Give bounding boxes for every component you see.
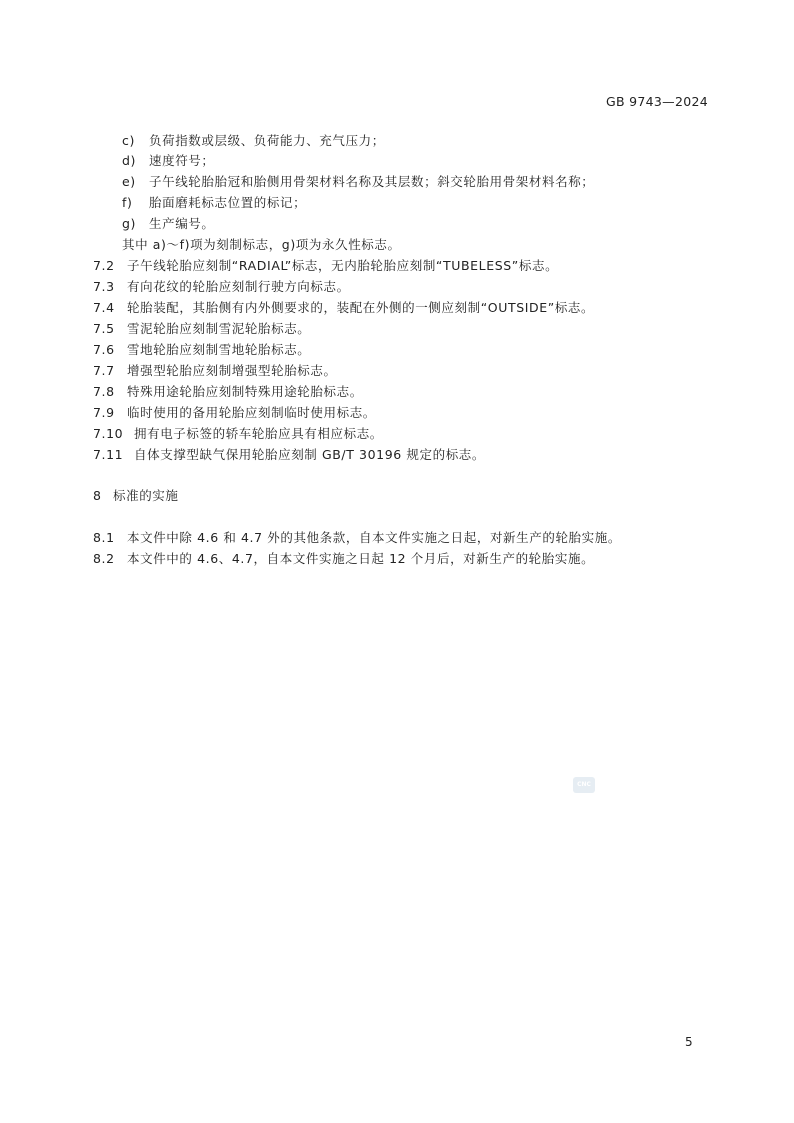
clause-7-11 bbox=[93, 447, 485, 463]
list-label: c) bbox=[122, 133, 135, 148]
list-label: d) bbox=[122, 153, 137, 168]
clause-text: 拥有电子标签的轿车轮胎应具有相应标志。 bbox=[134, 426, 383, 441]
page-number: 5 bbox=[685, 1035, 693, 1049]
clause-number: 7.10 bbox=[93, 426, 124, 441]
clause-number: 7.5 bbox=[93, 321, 115, 336]
clause-text: 有向花纹的轮胎应刻制行驶方向标志。 bbox=[127, 279, 350, 294]
list-text: 生产编号。 bbox=[149, 216, 215, 231]
clause-number: 7.6 bbox=[93, 342, 115, 357]
clause-8-2 bbox=[93, 551, 594, 567]
clause-text: 子午线轮胎应刻制“RADIAL”标志，无内胎轮胎应刻制“TUBELESS”标志。 bbox=[127, 258, 559, 273]
clause-text: 自体支撑型缺气保用轮胎应刻制 GB/T 30196 规定的标志。 bbox=[134, 447, 485, 462]
clause-text: 本文件中的 4.6、4.7，自本文件实施之日起 12 个月后，对新生产的轮胎实施。 bbox=[127, 551, 595, 566]
clause-text: 增强型轮胎应刻制增强型轮胎标志。 bbox=[127, 363, 337, 378]
clause-7-10 bbox=[93, 426, 383, 442]
clause-text: 雪地轮胎应刻制雪地轮胎标志。 bbox=[127, 342, 311, 357]
standard-code: GB 9743—2024 bbox=[606, 94, 708, 109]
clause-7-6 bbox=[93, 342, 310, 358]
clause-7-7 bbox=[93, 363, 337, 379]
list-item-c bbox=[122, 133, 385, 149]
clause-7-8 bbox=[93, 384, 363, 400]
clause-number: 7.2 bbox=[93, 258, 115, 273]
list-text: 负荷指数或层级、负荷能力、充气压力； bbox=[149, 133, 385, 148]
section-heading bbox=[93, 488, 179, 504]
clause-number: 7.4 bbox=[93, 300, 115, 315]
clause-7-2 bbox=[93, 258, 558, 274]
list-label: g) bbox=[122, 216, 137, 231]
list-label: e) bbox=[122, 174, 136, 189]
list-item-f bbox=[122, 195, 306, 211]
clause-number: 7.7 bbox=[93, 363, 115, 378]
clause-text: 特殊用途轮胎应刻制特殊用途轮胎标志。 bbox=[127, 384, 363, 399]
clause-note: 其中 a)～f)项为刻制标志，g)项为永久性标志。 bbox=[122, 237, 401, 252]
list-item-e bbox=[122, 174, 594, 190]
clause-7-9 bbox=[93, 405, 376, 421]
list-text: 胎面磨耗标志位置的标记； bbox=[149, 195, 307, 210]
clause-number: 8.1 bbox=[93, 530, 115, 545]
clause-number: 7.11 bbox=[93, 447, 124, 462]
clause-text: 雪泥轮胎应刻制雪泥轮胎标志。 bbox=[127, 321, 311, 336]
list-text: 速度符号； bbox=[149, 153, 215, 168]
section-title: 标准的实施 bbox=[113, 488, 179, 503]
clause-text: 本文件中除 4.6 和 4.7 外的其他条款，自本文件实施之日起，对新生产的轮胎实施。 bbox=[127, 530, 621, 545]
clause-number: 7.9 bbox=[93, 405, 115, 420]
clause-text: 轮胎装配，其胎侧有内外侧要求的，装配在外侧的一侧应刻制“OUTSIDE”标志。 bbox=[127, 300, 595, 315]
clause-number: 7.8 bbox=[93, 384, 115, 399]
watermark-logo: CNC bbox=[573, 777, 595, 793]
list-item-g bbox=[122, 216, 215, 232]
clause-8-1 bbox=[93, 530, 621, 546]
clause-7-3 bbox=[93, 279, 350, 295]
section-number: 8 bbox=[93, 488, 102, 503]
list-label: f) bbox=[122, 195, 133, 210]
list-text: 子午线轮胎胎冠和胎侧用骨架材料名称及其层数；斜交轮胎用骨架材料名称； bbox=[149, 174, 595, 189]
clause-text: 临时使用的备用轮胎应刻制临时使用标志。 bbox=[127, 405, 376, 420]
list-item-d bbox=[122, 153, 215, 169]
clause-7-4 bbox=[93, 300, 594, 316]
clause-number: 8.2 bbox=[93, 551, 115, 566]
clause-7-5 bbox=[93, 321, 310, 337]
clause-number: 7.3 bbox=[93, 279, 115, 294]
